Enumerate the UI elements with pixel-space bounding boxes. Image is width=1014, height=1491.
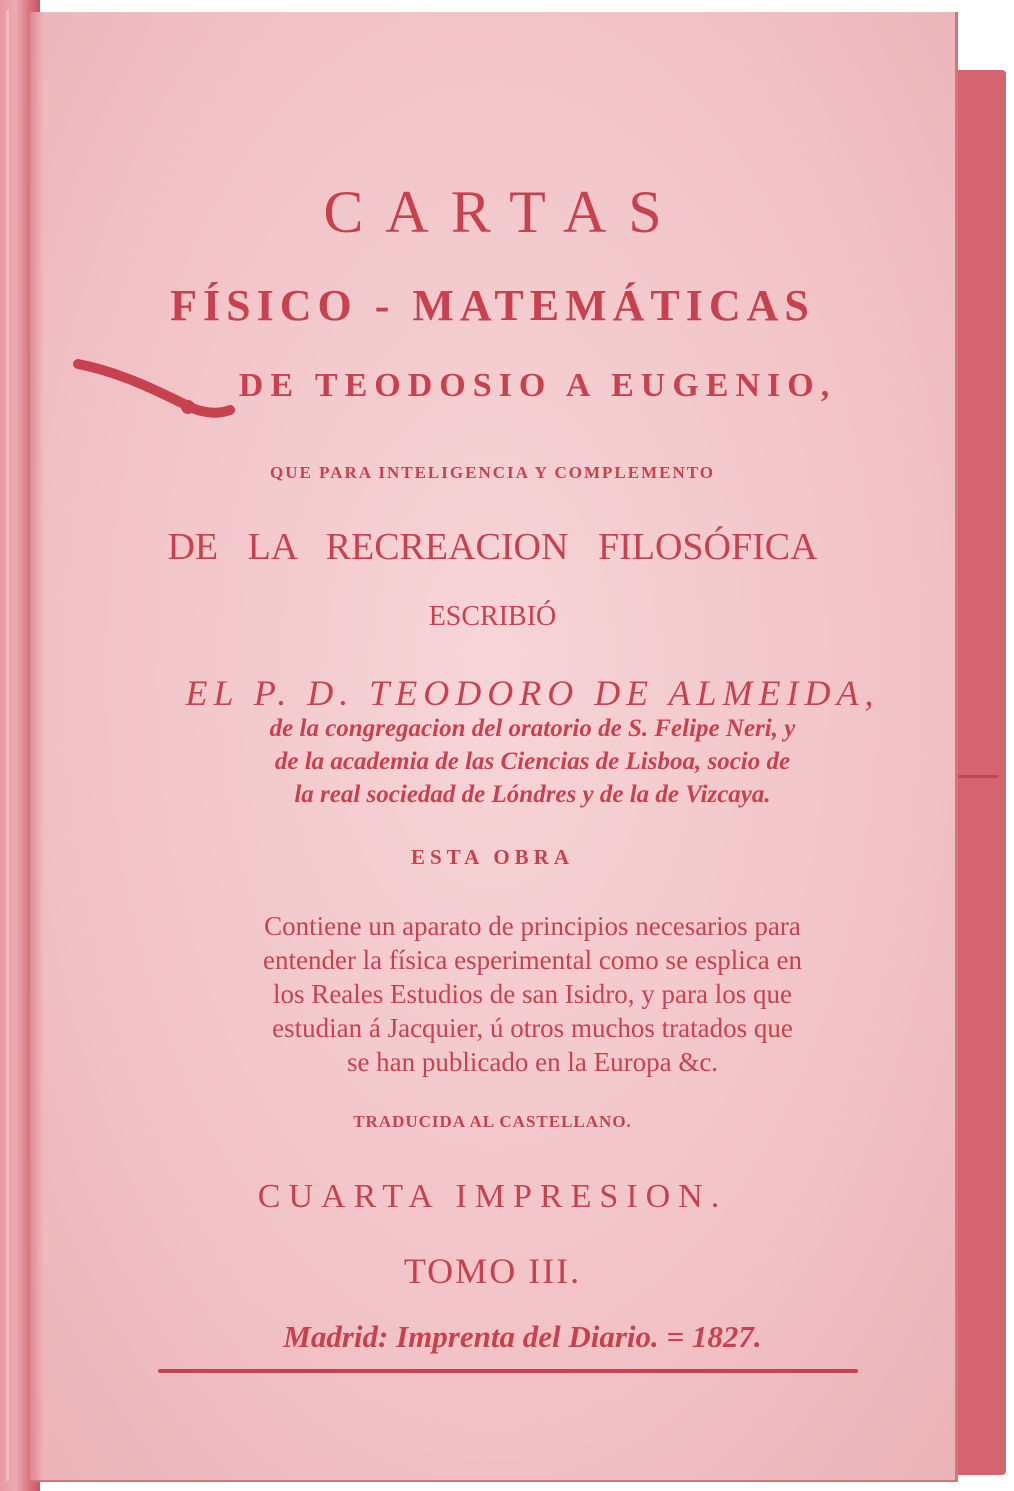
edition-label: CUARTA IMPRESION. (257, 1178, 728, 1215)
imprint-line: Madrid: Imprenta del Diario. = 1827. (283, 1319, 762, 1354)
author-description-line: la real sociedad de Lóndres y de la de Vizcaya. (294, 781, 771, 808)
work-description-line: se han publicado en la Europa &c. (346, 1047, 719, 1077)
work-description-line: los Reales Estudios de san Isidro, y para los que (273, 979, 792, 1009)
translation-note: TRADUCIDA AL CASTELLANO. (353, 1112, 632, 1131)
title-teodosio-eugenio: DE TEODOSIO A EUGENIO, (238, 367, 837, 404)
closing-rule (158, 1369, 858, 1373)
subtitle-inteligencia: QUE PARA INTELIGENCIA Y COMPLEMENTO (270, 463, 715, 482)
work-description-line: entender la física esperimental como se esplica en (262, 945, 802, 975)
author-description-line: de la congregacion del oratorio de S. Felipe Neri, y (269, 715, 796, 742)
work-heading: ESTA OBRA (410, 845, 575, 869)
work-description-line: estudian á Jacquier, ú otros muchos tratados que (272, 1013, 793, 1043)
escribio-label: ESCRIBIÓ (428, 601, 557, 632)
work-description-line: Contiene un aparato de principios necesarios para (264, 911, 801, 941)
author-description-line: de la academia de las Ciencias de Lisboa, socio de (274, 748, 791, 775)
title-fisico-matematicas: FÍSICO - MATEMÁTICAS (170, 281, 815, 330)
title-recreacion-filosofica: DE LA RECREACION FILOSÓFICA (167, 526, 818, 568)
title-page (30, 12, 958, 1482)
author-name: EL P. D. TEODORO DE ALMEIDA, (185, 673, 880, 713)
volume-label: TOMO III. (403, 1251, 582, 1291)
title-cartas: CARTAS (323, 179, 684, 245)
